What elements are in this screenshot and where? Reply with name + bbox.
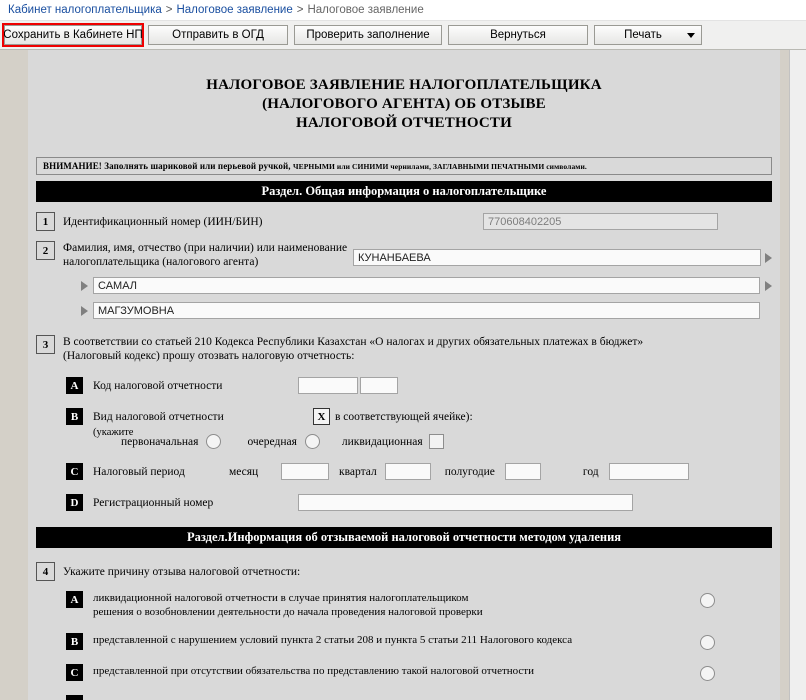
reason-c-text bbox=[93, 664, 642, 678]
row-number-2: 2 bbox=[36, 241, 55, 260]
breadcrumb-current: Налоговое заявление bbox=[307, 4, 424, 16]
reason-a-text-line-1: ликвидационной налоговой отчетности в случае принятия налогоплательщиком bbox=[93, 592, 469, 604]
row-number-3: 3 bbox=[36, 335, 55, 354]
reporting-type-label: Вид налоговой отчетности bbox=[93, 410, 224, 423]
send-to-ogd-button[interactable]: Отправить в ОГД bbox=[148, 25, 288, 45]
reason-a-text bbox=[93, 591, 642, 619]
reporting-type-option-1-radio[interactable] bbox=[206, 434, 221, 449]
section-2-rows bbox=[36, 548, 772, 700]
reason-c-text-line-1: представленной при отсутствии обязательства по представлению такой налоговой отчетности bbox=[93, 665, 534, 677]
reason-row-c bbox=[36, 664, 772, 681]
reason-row-a bbox=[36, 591, 772, 619]
tax-period-year-label: год bbox=[582, 465, 599, 478]
letter-box-d-regnum: D bbox=[66, 494, 83, 511]
row-first-name bbox=[36, 269, 772, 294]
save-to-cabinet-button[interactable]: Сохранить в Кабинете НП bbox=[4, 25, 142, 45]
identification-number-label: Идентификационный номер (ИИН/БИН) bbox=[63, 215, 263, 228]
reporting-type-option-3-checkbox[interactable] bbox=[429, 434, 444, 449]
tax-period-label: Налоговый период bbox=[93, 465, 185, 478]
form-title-line-3: НАЛОГОВОЙ ОТЧЕТНОСТИ bbox=[296, 115, 512, 131]
letter-box-reason-c: C bbox=[66, 664, 83, 681]
arrow-right-icon-patronymic bbox=[81, 306, 88, 316]
reporting-type-option-2-radio[interactable] bbox=[305, 434, 320, 449]
tax-period-month-input[interactable] bbox=[281, 463, 329, 480]
form-title-line-1: НАЛОГОВОЕ ЗАЯВЛЕНИЕ НАЛОГОПЛАТЕЛЬЩИКА bbox=[206, 77, 602, 93]
chevron-down-icon bbox=[687, 33, 695, 38]
form-page-area bbox=[0, 50, 806, 700]
attention-notice-bold: ВНИМАНИЕ! Заполнять шариковой или перьевой ручкой, bbox=[43, 161, 291, 171]
tax-period-half-label: полугодие bbox=[444, 465, 495, 478]
vertical-scrollbar[interactable] bbox=[789, 50, 806, 700]
patronymic-input[interactable] bbox=[93, 302, 760, 319]
letter-box-reason-a: A bbox=[66, 591, 83, 608]
reason-b-radio[interactable] bbox=[700, 635, 715, 650]
print-button-label: Печать bbox=[624, 29, 662, 41]
tax-period-half-input[interactable] bbox=[505, 463, 541, 480]
tax-period-month-label: месяц bbox=[229, 465, 259, 478]
reason-row-d-partial bbox=[36, 695, 772, 700]
row-number-1: 1 bbox=[36, 212, 55, 231]
row-tax-period bbox=[36, 449, 772, 480]
form-title-line-2: (НАЛОГОВОГО АГЕНТА) ОБ ОТЗЫВЕ bbox=[262, 96, 546, 112]
breadcrumb-separator-1: > bbox=[165, 4, 173, 16]
form-title bbox=[28, 50, 780, 147]
x-mark-box: X bbox=[313, 408, 330, 425]
taxpayer-name-label-line-1: Фамилия, имя, отчество (при наличии) или наименование bbox=[63, 242, 348, 254]
reason-c-radio-wrap bbox=[642, 664, 772, 681]
breadcrumb bbox=[0, 0, 806, 21]
taxpayer-name-label-line-2: налогоплательщика (налогового агента) bbox=[63, 256, 259, 268]
toolbar bbox=[0, 21, 806, 50]
reason-a-text-line-2: решения о возобновлении деятельности до начала проведения налоговой проверки bbox=[93, 606, 483, 618]
row-reporting-type bbox=[36, 394, 772, 449]
print-button[interactable] bbox=[594, 25, 702, 45]
letter-box-reason-d bbox=[66, 695, 83, 700]
letter-box-reason-b: B bbox=[66, 633, 83, 650]
reason-row-b bbox=[36, 633, 772, 650]
section-1-rows bbox=[36, 202, 772, 511]
reporting-code-input-2[interactable] bbox=[360, 377, 398, 394]
reporting-code-label: Код налоговой отчетности bbox=[93, 379, 223, 392]
recall-statement-line-1: В соответствии со статьей 210 Кодекса Республики Казахстан «О налогах и других обязательных платежах в бюджет» bbox=[63, 336, 644, 348]
letter-box-b-type: B bbox=[66, 408, 83, 425]
identification-number-input[interactable] bbox=[483, 213, 718, 230]
reason-b-text bbox=[93, 633, 642, 647]
row-recall-statement bbox=[36, 319, 772, 363]
row-identification-number bbox=[36, 202, 772, 231]
arrow-right-icon-name-right bbox=[765, 281, 772, 291]
reporting-type-option-3-label: ликвидационная bbox=[341, 435, 423, 448]
reason-b-radio-wrap bbox=[642, 633, 772, 650]
reason-b-text-line-1: представленной с нарушением условий пункта 2 статьи 208 и пункта 5 статьи 211 Налогового кодекса bbox=[93, 634, 573, 646]
arrow-right-icon-surname bbox=[765, 253, 772, 263]
reason-a-radio[interactable] bbox=[700, 593, 715, 608]
registration-number-input[interactable] bbox=[298, 494, 633, 511]
row-patronymic bbox=[36, 294, 772, 319]
reporting-type-hint: в соответствующей ячейке): bbox=[335, 410, 473, 423]
recall-statement-line-2: (Налоговый кодекс) прошу отозвать налоговую отчетность: bbox=[63, 350, 355, 362]
arrow-right-icon-name-left bbox=[81, 281, 88, 291]
attention-notice bbox=[36, 157, 772, 175]
row-number-4: 4 bbox=[36, 562, 55, 581]
attention-notice-rest: ЧЕРНЫМИ или СИНИМИ чернилами, ЗАГЛАВНЫМИ ПЕЧАТНЫМИ символами. bbox=[293, 162, 587, 171]
row-recall-reason bbox=[36, 548, 772, 581]
reporting-type-subhint: (укажите bbox=[93, 427, 134, 438]
tax-period-quarter-label: квартал bbox=[339, 465, 377, 478]
check-filling-button[interactable]: Проверить заполнение bbox=[294, 25, 442, 45]
section-2-header: Раздел.Информация об отзываемой налоговой отчетности методом удаления bbox=[36, 527, 772, 548]
breadcrumb-link-cabinet[interactable]: Кабинет налогоплательщика bbox=[8, 4, 162, 16]
recall-reason-label: Укажите причину отзыва налоговой отчетности: bbox=[63, 565, 301, 578]
reporting-code-input-1[interactable] bbox=[298, 377, 358, 394]
registration-number-label: Регистрационный номер bbox=[93, 496, 214, 509]
letter-box-a-code: A bbox=[66, 377, 83, 394]
breadcrumb-separator-2: > bbox=[296, 4, 304, 16]
breadcrumb-link-tax-application[interactable]: Налоговое заявление bbox=[176, 4, 293, 16]
first-name-input[interactable] bbox=[93, 277, 760, 294]
row-reporting-code bbox=[36, 363, 772, 394]
section-1-header: Раздел. Общая информация о налогоплательщике bbox=[36, 181, 772, 202]
tax-period-year-input[interactable] bbox=[609, 463, 689, 480]
letter-box-c-period: C bbox=[66, 463, 83, 480]
form-sheet bbox=[28, 50, 780, 700]
surname-input[interactable] bbox=[353, 249, 761, 266]
tax-period-quarter-input[interactable] bbox=[385, 463, 431, 480]
reporting-type-option-2-label: очередная bbox=[247, 435, 297, 448]
back-button[interactable]: Вернуться bbox=[448, 25, 588, 45]
reason-c-radio[interactable] bbox=[700, 666, 715, 681]
reason-a-radio-wrap bbox=[642, 591, 772, 608]
row-taxpayer-name bbox=[36, 231, 772, 269]
reporting-type-option-1-label: первоначальная bbox=[121, 435, 199, 448]
row-registration-number bbox=[36, 480, 772, 511]
